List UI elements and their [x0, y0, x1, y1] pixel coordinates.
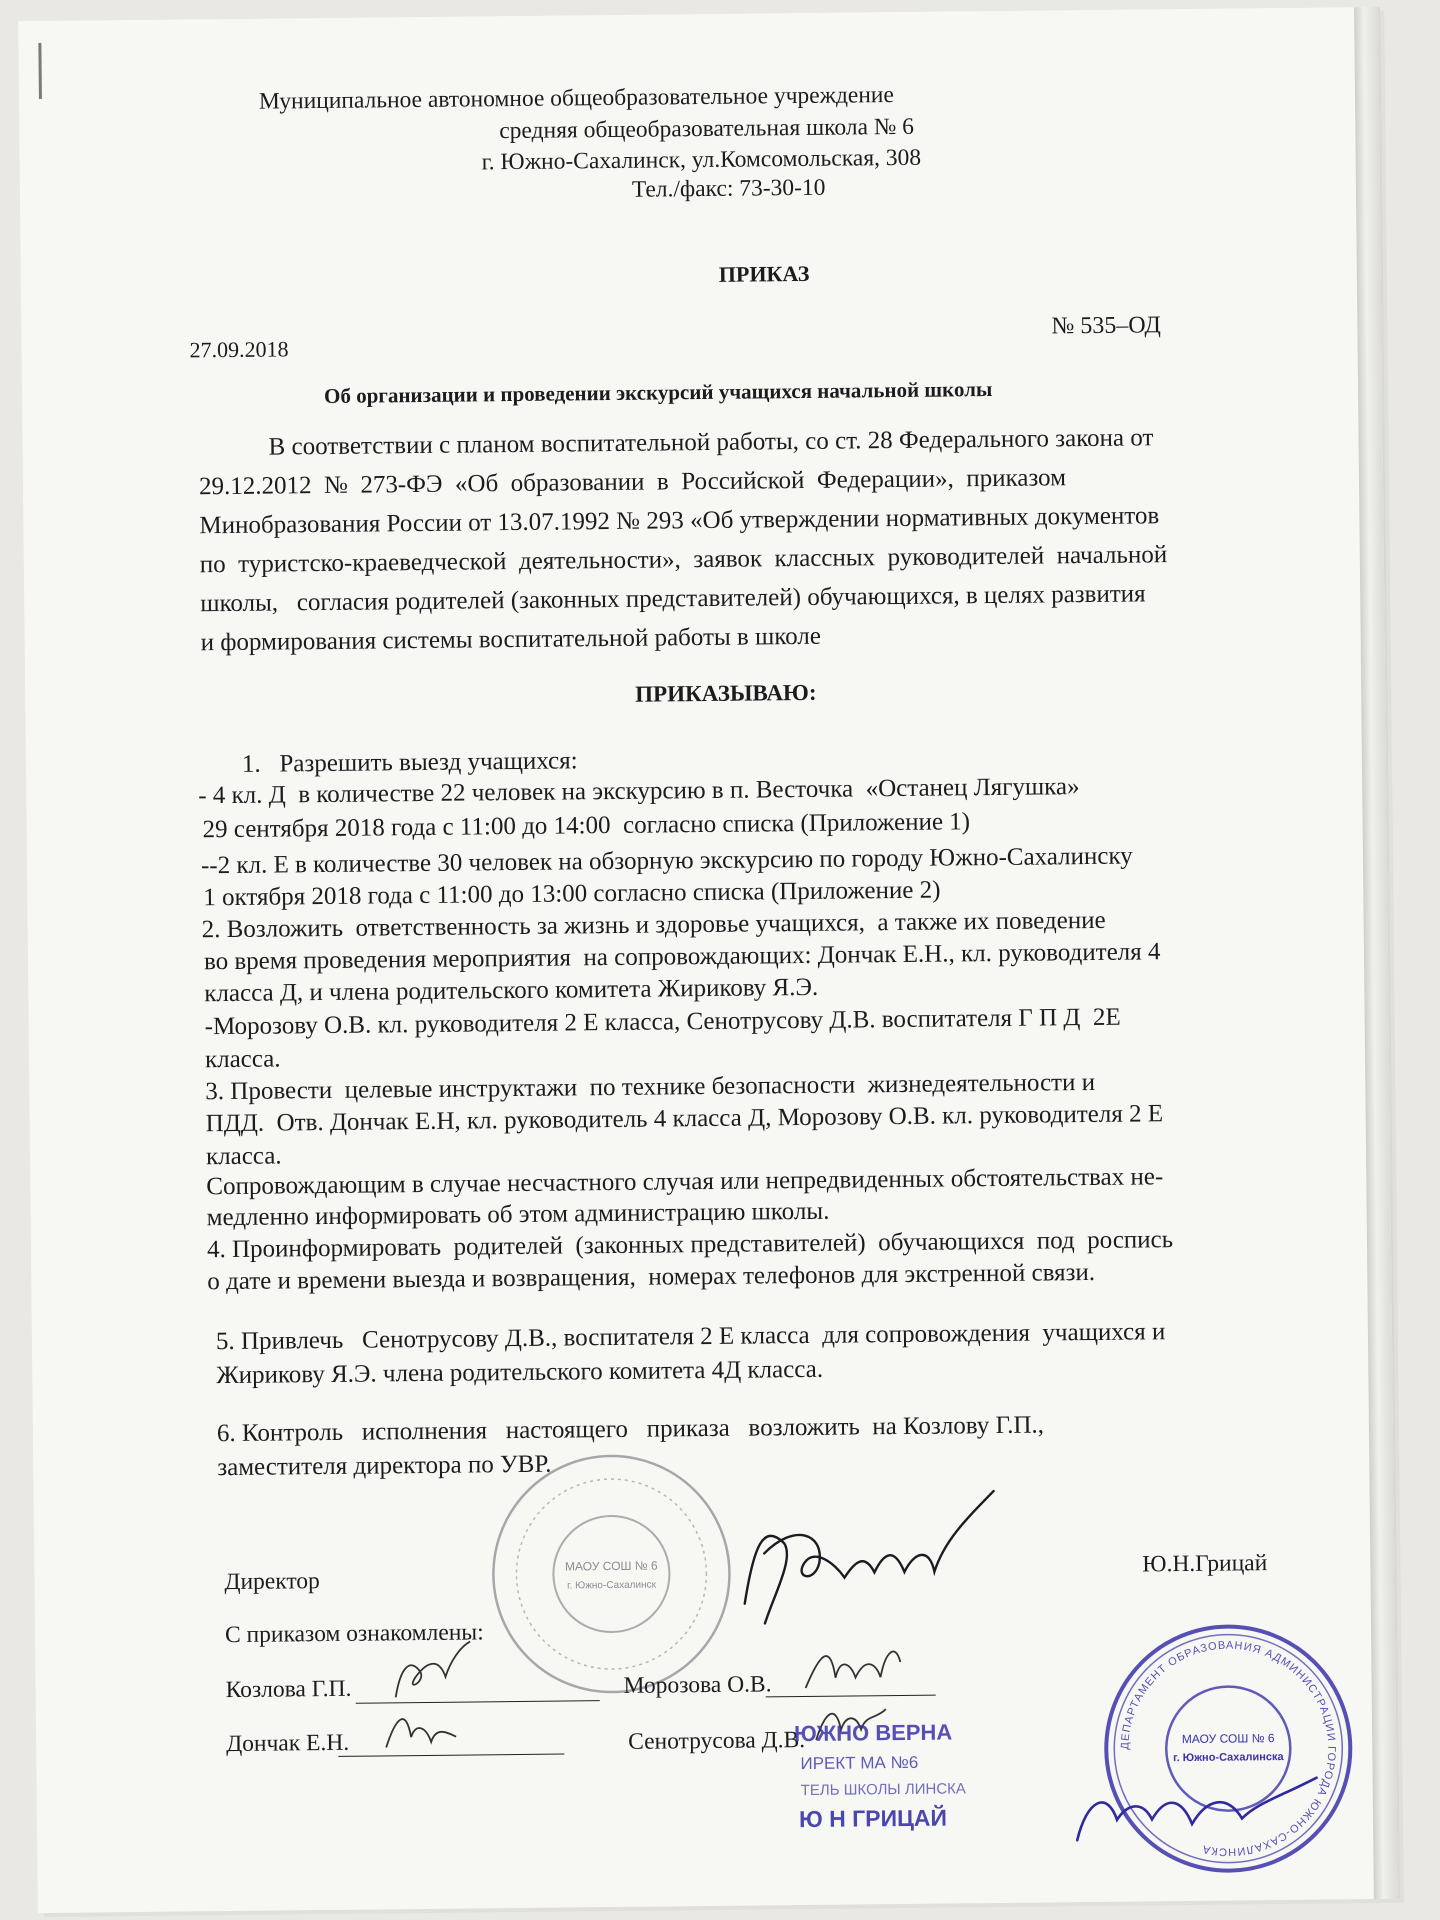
order-line: 4. Проинформировать родителей (законных представителей) обучающихся под роспись [206, 1226, 1174, 1264]
doc-title: ПРИКАЗ [718, 260, 810, 287]
header-line-2: средняя общеобразовательная школа № 6 [499, 113, 915, 145]
document-page [18, 7, 1398, 1913]
blue-rect-line-2: ИРЕКТ МА №6 [800, 1752, 919, 1774]
order-line: --2 кл. Е в количестве 30 человек на обзорную экскурсию по городу Южно-Сахалинску [200, 842, 1133, 880]
signer-3-signature [376, 1697, 467, 1758]
order-line: о дате и времени выезда и возвращения, номерах телефонов для экстренной связи. [207, 1258, 1096, 1296]
preamble-line: и формирования системы воспитательной работы в школе [200, 622, 822, 657]
header-line-4: Тел./факс: 73-30-10 [631, 174, 826, 203]
order-line: 5. Привлечь Сенотрусову Д.В., воспитателя 2 Е класса для сопровождения учащихся и [215, 1318, 1166, 1356]
director-name: Ю.Н.Грицай [1142, 1550, 1268, 1578]
order-line: -Морозову О.В. кл. руководителя 2 Е класса, Сенотрусову Д.В. воспитателя Г П Д 2Е [204, 1003, 1121, 1041]
order-line: Сопровождающим в случае несчастного случая или непредвиденных обстоятельствах не- [206, 1163, 1164, 1201]
signer-3: Дончак Е.Н. [226, 1729, 350, 1758]
order-line: заместителя директора по УВР. [217, 1450, 552, 1482]
scan-mark [38, 43, 42, 99]
school-seal-stamp [485, 1448, 738, 1701]
director-name-stamp [788, 1711, 1029, 1846]
director-label: Директор [224, 1568, 320, 1596]
order-line: 1. Разрешить выезд учащихся: [241, 747, 578, 778]
doc-subject: Об организации и проведении экскурсий учащихся начальной школы [323, 376, 993, 408]
order-line: 6. Контроль исполнения настоящего приказа возложить на Козлову Г.П., [216, 1411, 1045, 1448]
signer-2-signature [795, 1632, 906, 1703]
order-line: - 4 кл. Д в количестве 22 человек на экскурсию в п. Весточка «Останец Лягушка» [198, 773, 1080, 810]
order-line: 1 октября 2018 года с 11:00 до 13:00 согласно списка (Приложение 2) [203, 876, 941, 912]
order-line: во время проведения мероприятия на сопровождающих: Дончак Е.Н., кл. руководителя 4 [203, 938, 1161, 976]
doc-number: № 535–ОД [1051, 312, 1161, 340]
blue-rect-line-3: ТЕЛЬ ШКОЛЫ ЛИНСКА [800, 1780, 966, 1800]
order-line: ПДД. Отв. Дончак Е.Н, кл. руководитель 4 класса Д, Морозову О.В. кл. руководителя 2 Е [205, 1100, 1164, 1138]
blue-ring-text: ДЕПАРТАМЕНТ ОБРАЗОВАНИЯ АДМИНИСТРАЦИИ ГОРОДА ЮЖНО-САХАЛИНСКА [1119, 1639, 1338, 1858]
blue-rect-line-4: Ю Н ГРИЦАЙ [798, 1804, 948, 1833]
gray-stamp-center-2: г. Южно-Сахалинск [567, 1579, 657, 1592]
preamble-line: 29.12.2012 № 273-ФЭ «Об образовании в Российской Федерации», приказом [198, 464, 1067, 501]
signer-4: Сенотрусова Д.В. [628, 1727, 806, 1755]
preamble-line: В соответствии с планом воспитательной работы, со ст. 28 Федерального закона от [268, 424, 1154, 461]
doc-date: 27.09.2018 [189, 336, 289, 363]
gray-stamp-center-1: МАОУ СОШ № 6 [564, 1558, 658, 1574]
director-signature [733, 1481, 1015, 1634]
paper-stack-edge [1354, 7, 1398, 1913]
stamp-signature [1067, 1768, 1328, 1861]
order-word: ПРИКАЗЫВАЮ: [635, 679, 817, 707]
blue-stamp-center-1: МАОУ СОШ № 6 [1181, 1731, 1275, 1747]
acquainted-label: С приказом ознакомлены: [224, 1619, 484, 1649]
header-line-3: г. Южно-Сахалинск, ул.Комсомольская, 308 [481, 144, 922, 176]
order-line: класса Д, и члена родительского комитета Жирикову Я.Э. [204, 973, 819, 1008]
order-line: 2. Возложить ответственность за жизнь и здоровье учащихся, а также их поведение [201, 906, 1106, 944]
order-line: 29 сентября 2018 года с 11:00 до 14:00 согласно списка (Приложение 1) [202, 808, 971, 844]
signer-2: Морозова О.В. [623, 1671, 772, 1699]
preamble-line: школы, согласия родителей (законных представителей) обучающихся, в целях развития [200, 580, 1146, 618]
preamble-line: по туристско-краеведческой деятельности», заявок классных руководителей начальной [199, 541, 1168, 579]
blue-rect-line-1: ЮЖНО ВЕРНА [793, 1719, 953, 1747]
order-line: медленно информировать об этом администрацию школы. [206, 1197, 830, 1232]
order-line: класса. [204, 1045, 281, 1074]
order-line: Жирикову Я.Э. члена родительского комитета 4Д класса. [216, 1355, 824, 1390]
preamble-line: Минобразования России от 13.07.1992 № 293 «Об утверждении нормативных документов [199, 502, 1160, 540]
order-line: класса. [205, 1142, 282, 1171]
signer-1: Козлова Г.П. [225, 1675, 352, 1704]
order-line: 3. Провести целевые инструктажи по технике безопасности жизнедеятельности и [205, 1068, 1096, 1106]
header-line-1: Муниципальное автономное общеобразовательное учреждение [258, 82, 894, 115]
blue-stamp-center-2: г. Южно-Сахалинска [1173, 1751, 1284, 1765]
